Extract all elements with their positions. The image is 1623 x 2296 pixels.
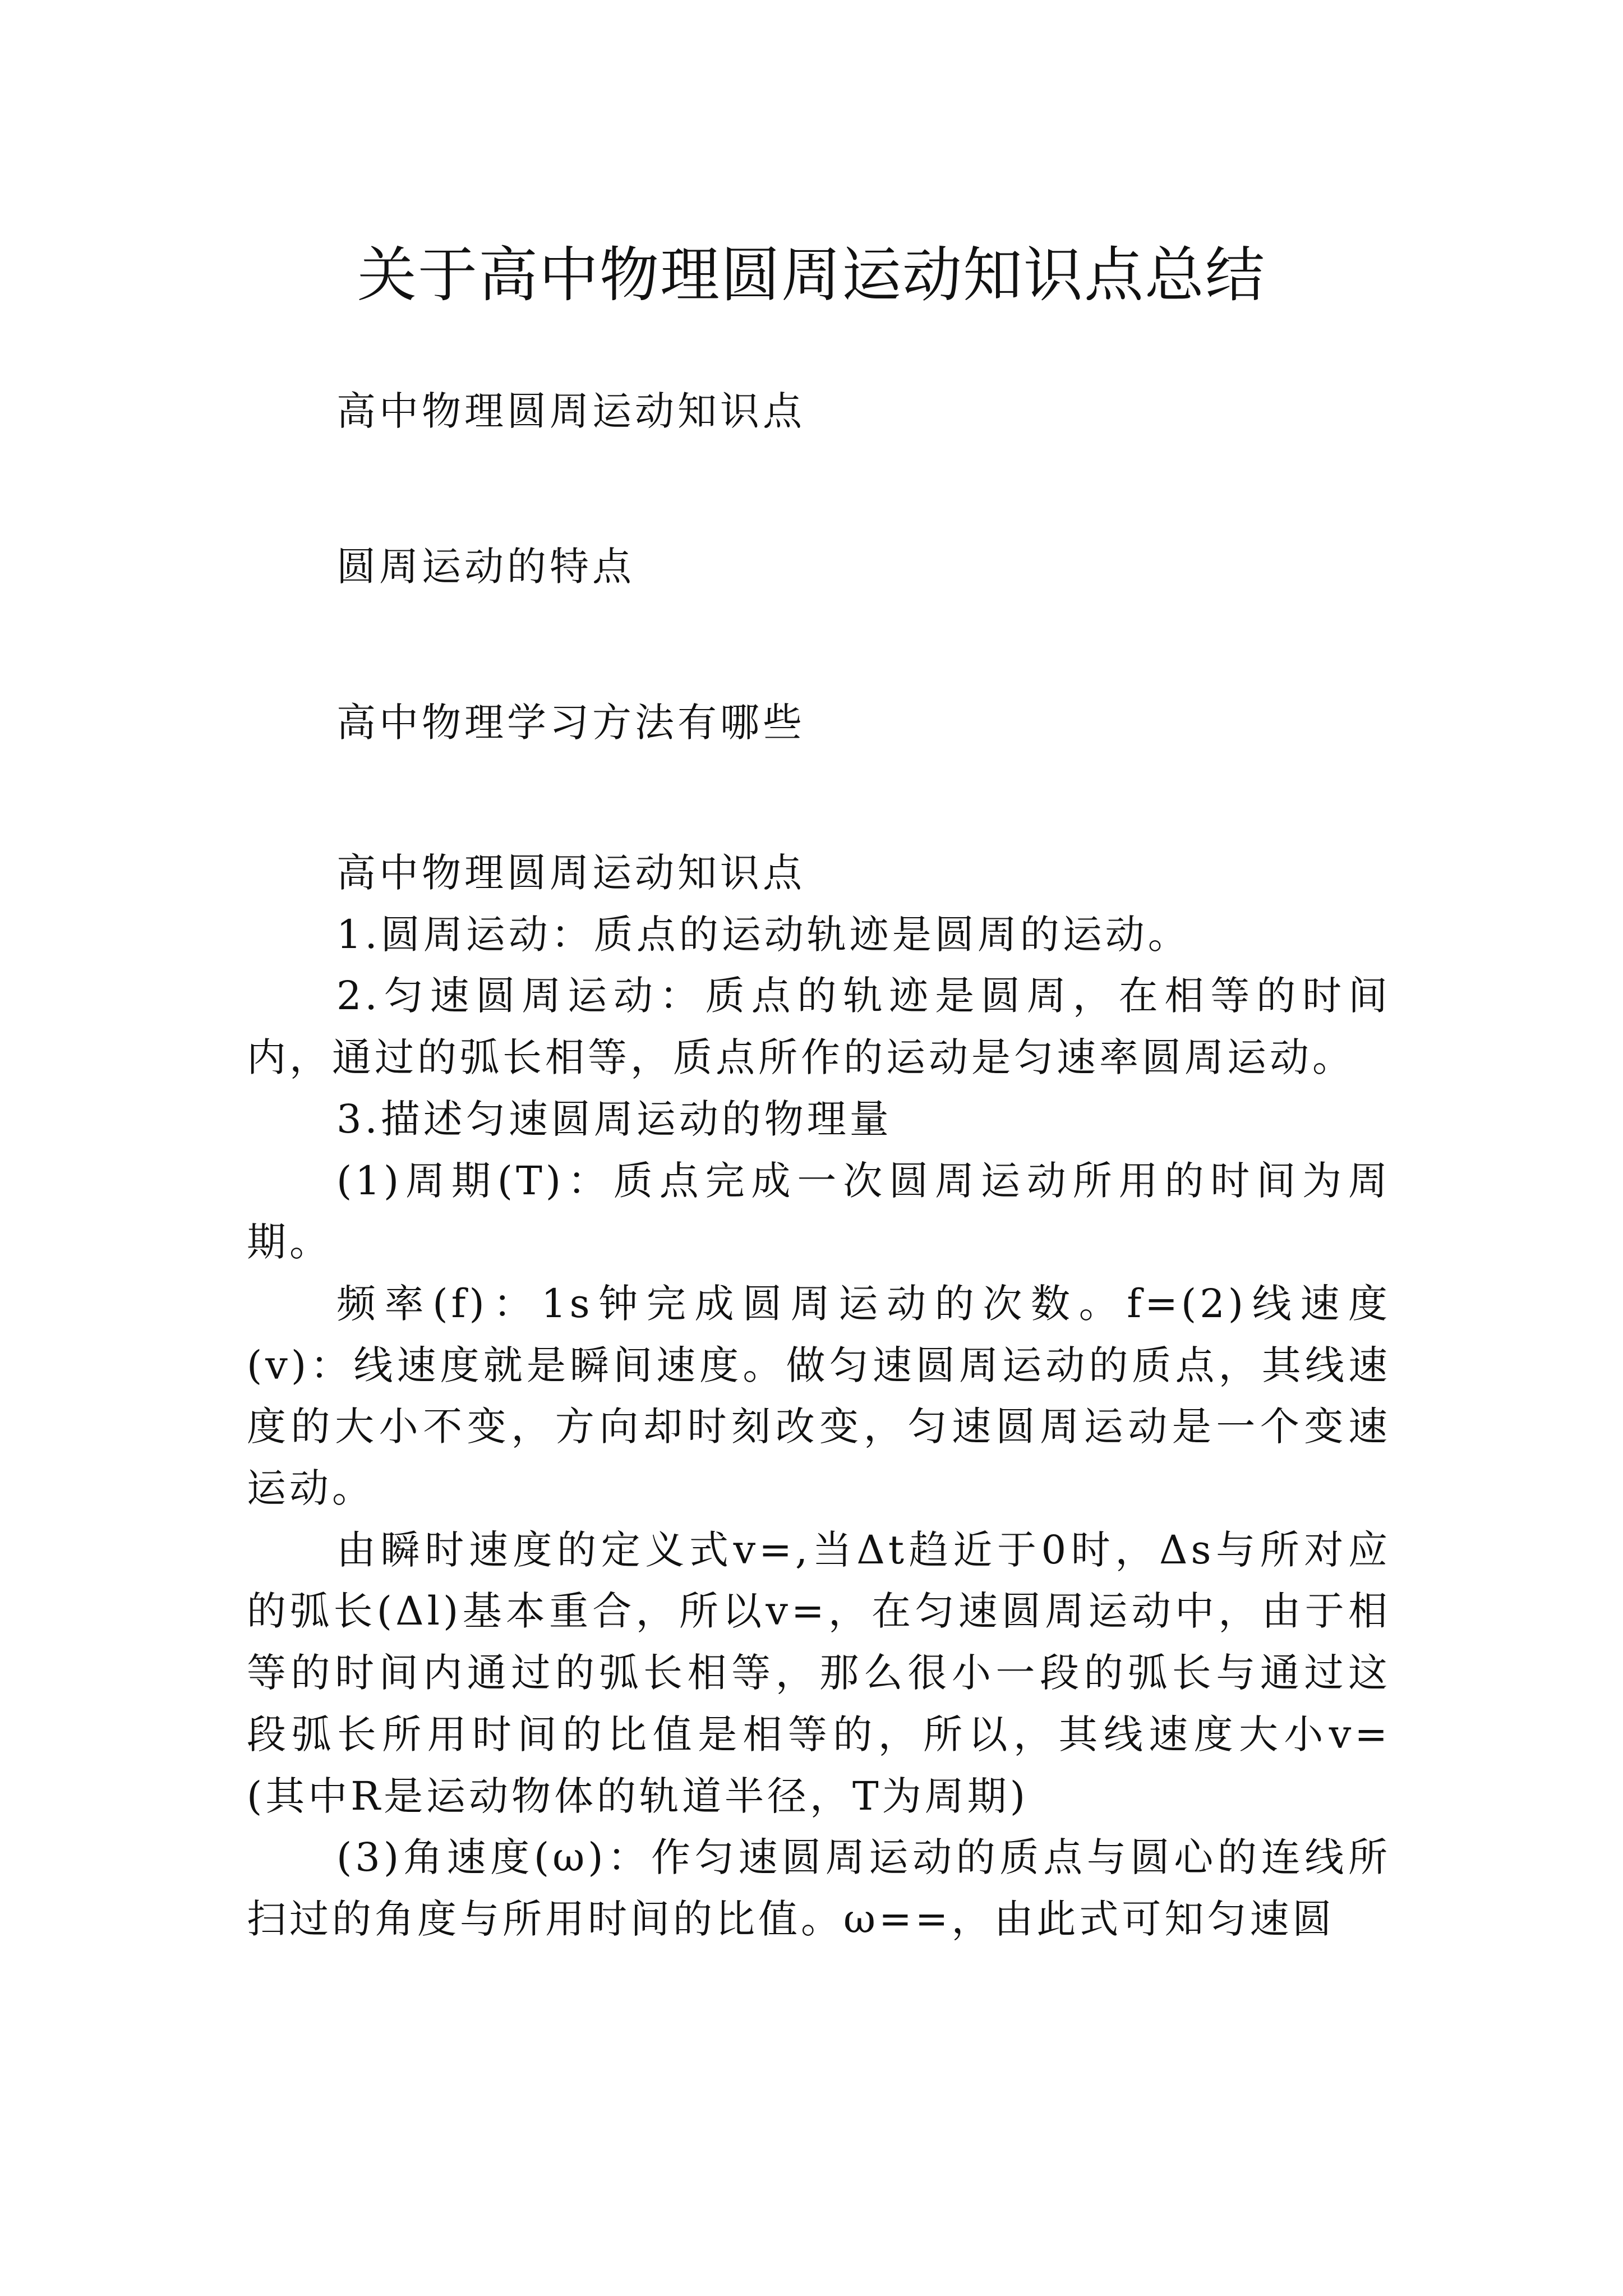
paragraph: (3)角速度(ω)：作匀速圆周运动的质点与圆心的连线所扫过的角度与所用时间的比值。ω==，由此式可知匀速圆 <box>247 1834 1391 1942</box>
paragraph: (1)周期(T)：质点完成一次圆周运动所用的时间为周期。 <box>247 1157 1391 1266</box>
paragraph: 3.描述匀速圆周运动的物理量 <box>336 1096 892 1142</box>
toc-item: 圆周运动的特点 <box>336 544 635 590</box>
paragraph: 1.圆周运动：质点的运动轨迹是圆周的运动。 <box>336 911 1191 958</box>
section-heading: 高中物理圆周运动知识点 <box>336 850 805 896</box>
paragraph: 2.匀速圆周运动：质点的轨迹是圆周，在相等的时间内，通过的弧长相等，质点所作的运动是匀速率圆周运动。 <box>247 973 1391 1081</box>
toc-item: 高中物理学习方法有哪些 <box>336 700 805 746</box>
paragraph: 频率(f)：1s钟完成圆周运动的次数。f=(2)线速度(v)：线速度就是瞬间速度。做匀速圆周运动的质点，其线速度的大小不变，方向却时刻改变，匀速圆周运动是一个变速运动。 <box>247 1280 1391 1512</box>
paragraph: 由瞬时速度的定义式v=,当Δt趋近于0时，Δs与所对应的弧长(Δl)基本重合，所以v=，在匀速圆周运动中，由于相等的时间内通过的弧长相等，那么很小一段的弧长与通过这段弧长所用时间的比值是相等的，所以，其线速度大小v=(其中R是运动物体的轨道半径，T为周期) <box>247 1526 1391 1819</box>
document-title: 关于高中物理圆周运动知识点总结 <box>357 241 1266 310</box>
toc-item: 高中物理圆周运动知识点 <box>336 388 805 434</box>
document-body <box>247 843 1391 1950</box>
